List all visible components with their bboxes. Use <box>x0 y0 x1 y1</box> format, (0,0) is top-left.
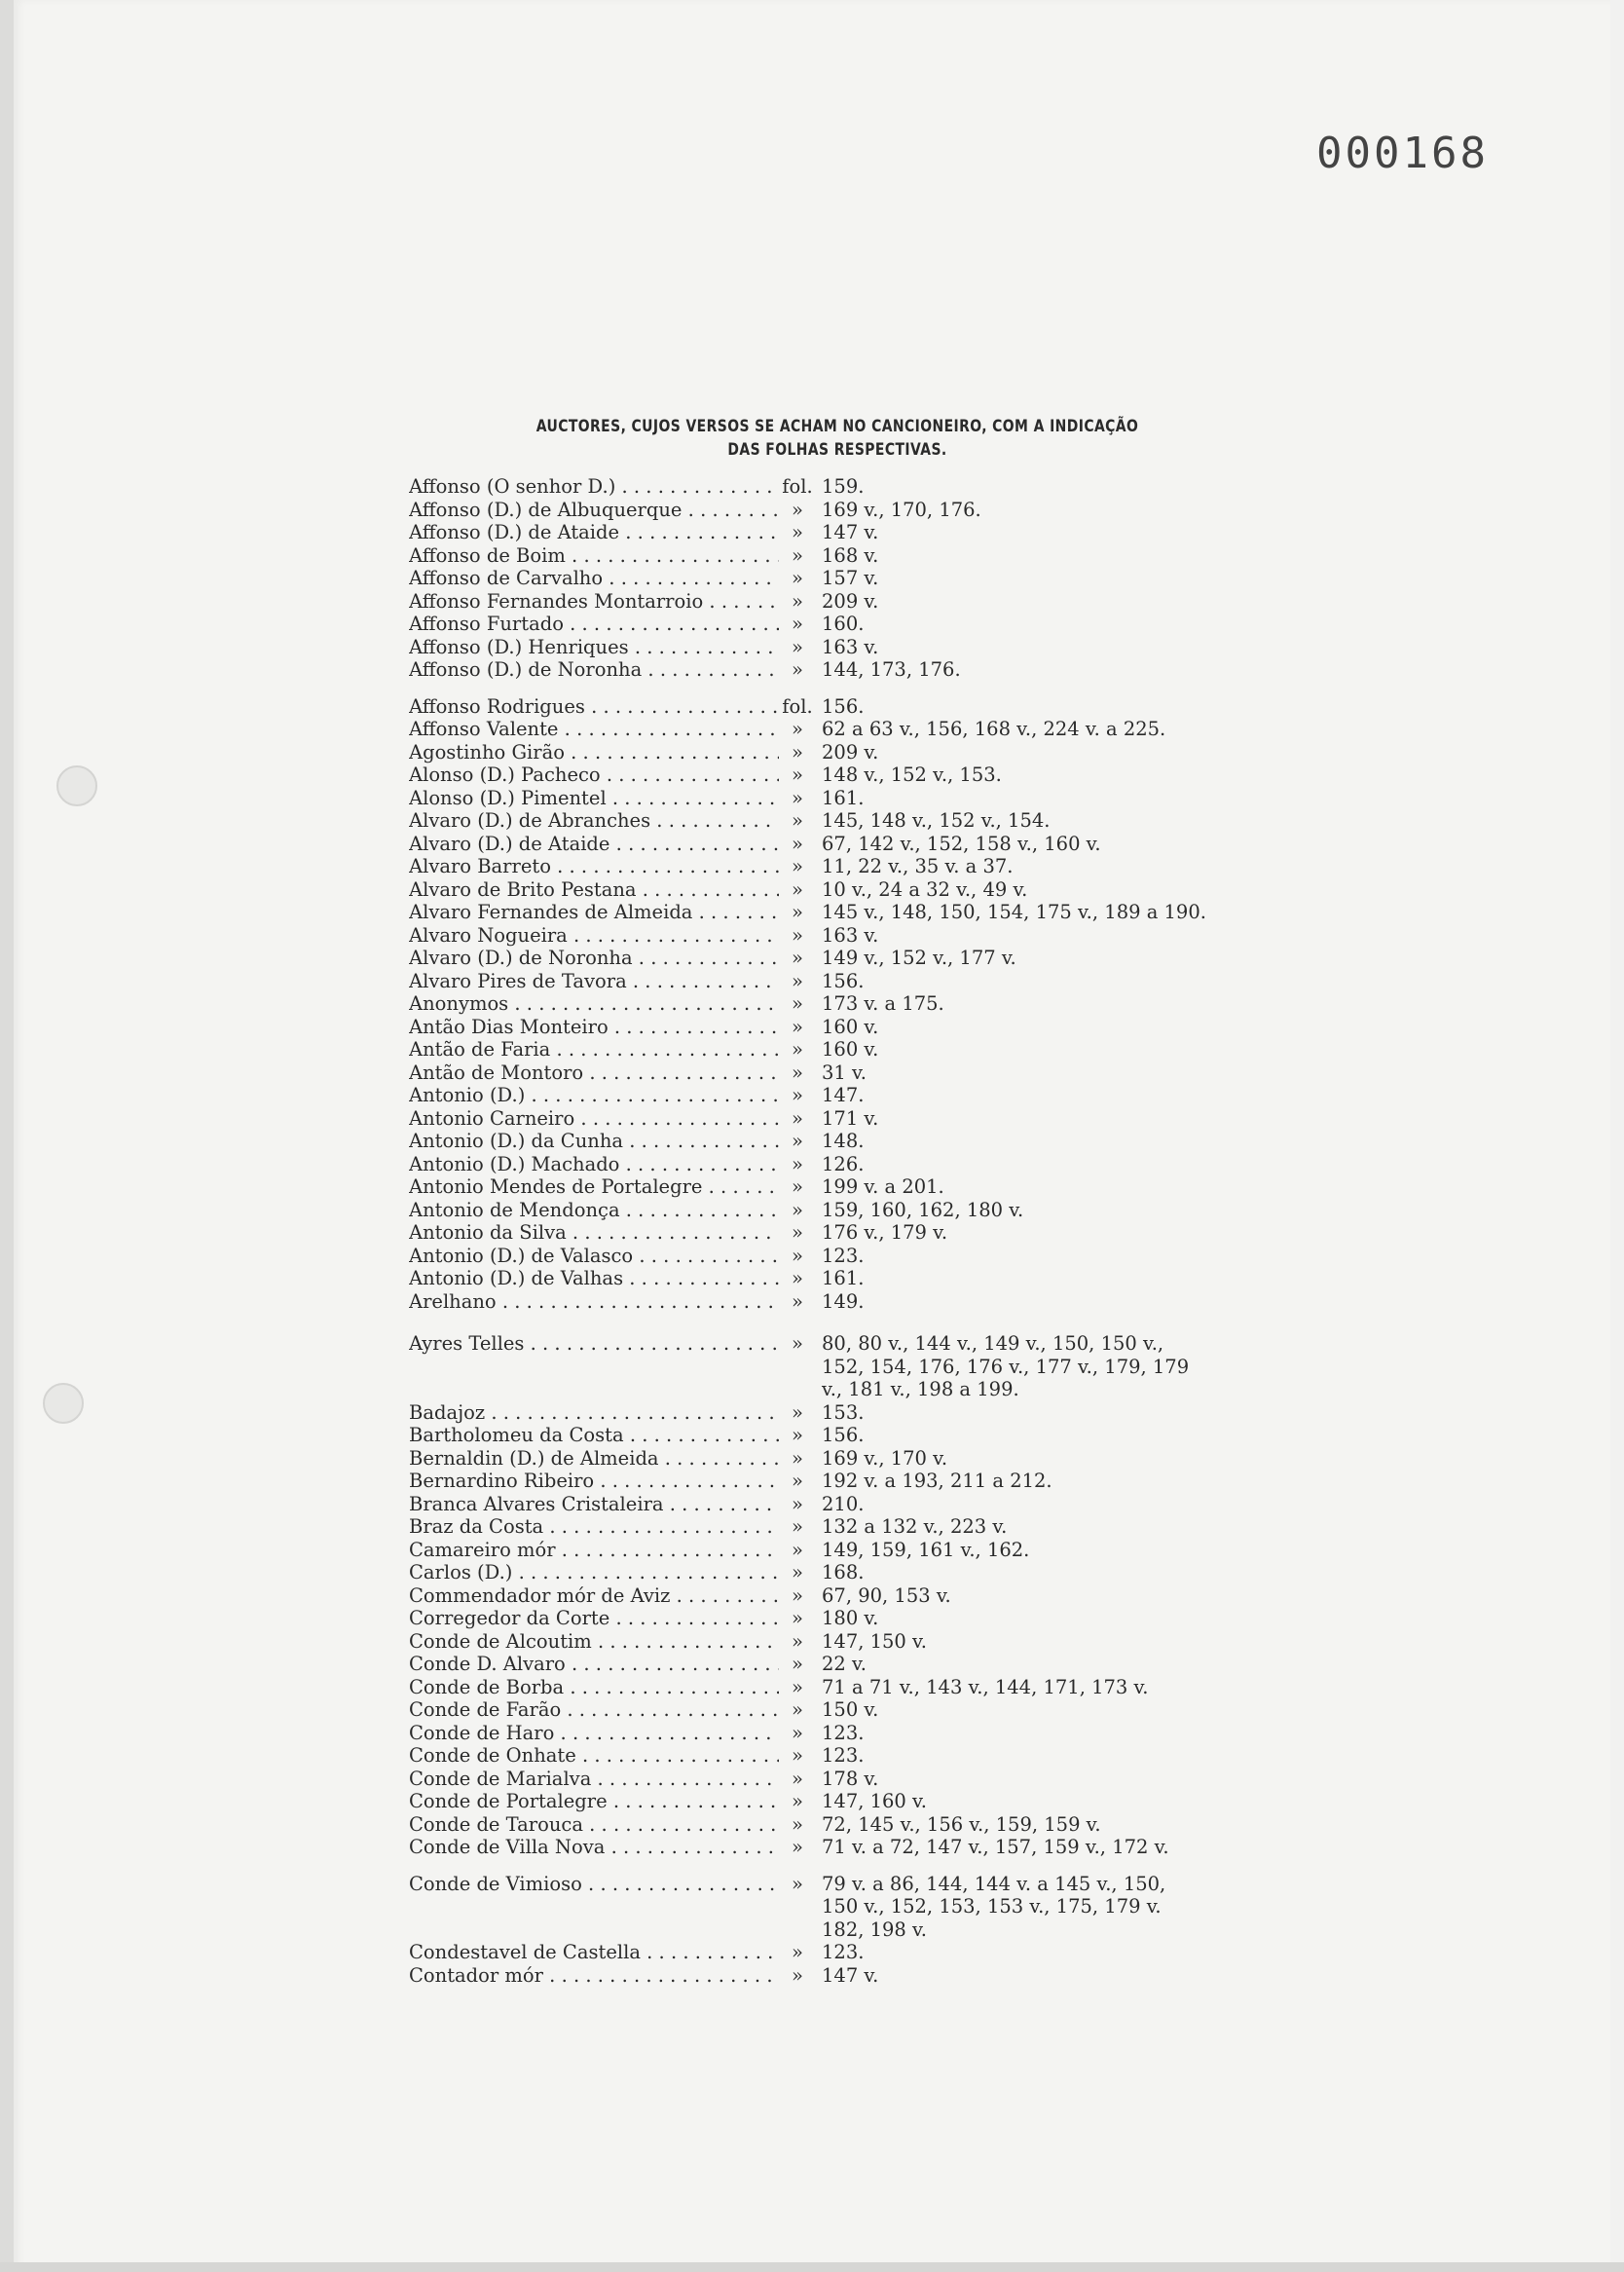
author-name: Affonso de Carvalho . . . <box>409 567 779 590</box>
index-entry <box>409 499 1207 522</box>
folio-mark: » <box>792 1289 803 1313</box>
folio-refs: 144, 173, 176. <box>822 658 961 681</box>
index-entry <box>409 636 1207 659</box>
index-entry <box>409 1199 1207 1222</box>
author-name: Alonso (D.) Pacheco . . . <box>409 764 779 787</box>
index-entry <box>409 1630 1207 1654</box>
author-name: Badajoz . . . <box>409 1401 779 1425</box>
folio-mark: » <box>792 1698 803 1721</box>
author-name: Affonso Furtado . . . <box>409 613 779 636</box>
folio-mark: » <box>792 923 803 947</box>
index-entry <box>409 809 1207 833</box>
folio-refs: 147. <box>822 1084 865 1106</box>
author-name: Conde de Vimioso . . . <box>409 1873 779 1942</box>
folio-mark: » <box>792 1198 803 1221</box>
folio-mark: » <box>792 521 803 543</box>
author-name: Camareiro mór . . . <box>409 1539 779 1562</box>
folio-mark: » <box>792 809 803 832</box>
author-name: Affonso de Boim . . . <box>409 544 779 568</box>
author-name: Alvaro Pires de Tavora . . . <box>409 970 779 993</box>
heading-line-2: DAS FOLHAS RESPECTIVAS. <box>727 440 947 460</box>
author-name: Anonymos . . . <box>409 992 779 1016</box>
folio-refs: 147 v. <box>822 1963 879 1987</box>
folio-refs: 159. <box>822 475 865 498</box>
author-name: Conde de Onhate . . . <box>409 1744 779 1768</box>
author-name: Alvaro Barreto . . . <box>409 855 779 878</box>
index-heading <box>454 415 1220 462</box>
index-entry <box>409 1153 1207 1176</box>
author-name: Antonio (D.) Machado . . . <box>409 1153 779 1176</box>
index-entry <box>409 1584 1207 1608</box>
author-name: Alvaro Nogueira . . . <box>409 924 779 948</box>
folio-mark: » <box>792 1653 803 1675</box>
index-entry <box>409 1175 1207 1199</box>
author-name: Alonso (D.) Pimentel . . . <box>409 787 779 810</box>
folio-mark: » <box>792 1221 803 1244</box>
author-name: Conde de Marialva . . . <box>409 1768 779 1791</box>
index-entry <box>409 1653 1207 1676</box>
index-entry <box>409 1744 1207 1768</box>
folio-refs: 145 v., 148, 150, 154, 175 v., 189 a 190. <box>822 901 1206 923</box>
author-name: Affonso (D.) de Ataide . . . <box>409 521 779 544</box>
folio-refs: 161. <box>822 786 865 809</box>
folio-refs: 160. <box>822 613 865 635</box>
folio-refs: 209 v. <box>822 589 879 613</box>
author-name: Carlos (D.) . . . <box>409 1561 779 1584</box>
folio-mark: » <box>792 1152 803 1175</box>
folio-refs: 210. <box>822 1492 865 1515</box>
folio-mark: » <box>792 1538 803 1561</box>
folio-refs: 67, 90, 153 v. <box>822 1583 951 1607</box>
folio-refs: 31 v. <box>822 1061 867 1084</box>
author-name: Antonio (D.) . . . <box>409 1084 779 1107</box>
folio-refs: 150 v. <box>822 1698 879 1721</box>
folio-refs: 160 v. <box>822 1038 879 1061</box>
folio-mark: » <box>792 1836 803 1858</box>
index-entry <box>409 1941 1207 1964</box>
folio-refs: 71 a 71 v., 143 v., 144, 171, 173 v. <box>822 1675 1149 1698</box>
folio-refs: 171 v. <box>822 1106 879 1130</box>
folio-mark: » <box>792 764 803 786</box>
folio-refs: 160 v. <box>822 1015 879 1038</box>
folio-mark: » <box>792 947 803 969</box>
folio-refs: 147, 150 v. <box>822 1629 927 1653</box>
folio-refs: 123. <box>822 1941 865 1963</box>
folio-mark: » <box>792 969 803 992</box>
folio-refs: 156. <box>822 969 865 992</box>
folio-refs: 161. <box>822 1267 865 1289</box>
folio-refs: 169 v., 170 v. <box>822 1446 948 1470</box>
index-entry <box>409 1290 1207 1314</box>
folio-refs: 149. <box>822 1289 865 1313</box>
author-name: Commendador mór de Aviz . . . <box>409 1584 779 1608</box>
folio-refs: 126. <box>822 1152 865 1175</box>
index-entry <box>409 1245 1207 1268</box>
folio-refs: 180 v. <box>822 1607 879 1629</box>
folio-refs: 163 v. <box>822 923 879 947</box>
author-name: Alvaro (D.) de Noronha . . . <box>409 947 779 970</box>
folio-mark: » <box>792 1767 803 1790</box>
folio-refs: 123. <box>822 1721 865 1744</box>
folio-mark: » <box>792 658 803 681</box>
index-entry <box>409 1107 1207 1131</box>
index-entry <box>409 901 1207 924</box>
folio-refs: 156. <box>822 1424 865 1446</box>
index-entry <box>409 1401 1207 1425</box>
author-name: Antão Dias Monteiro . . . <box>409 1016 779 1039</box>
author-name: Conde de Portalegre . . . <box>409 1790 779 1813</box>
folio-refs: 169 v., 170, 176. <box>822 498 981 521</box>
index-entry <box>409 1964 1207 1988</box>
folio-refs: 192 v. a 193, 211 a 212. <box>822 1470 1052 1492</box>
folio-mark: » <box>792 992 803 1015</box>
index-entry <box>409 1470 1207 1493</box>
folio-refs: 176 v., 179 v. <box>822 1221 948 1244</box>
folio-refs: 168. <box>822 1561 865 1583</box>
folio-mark: » <box>792 1721 803 1744</box>
folio-mark: fol. <box>782 694 813 718</box>
folio-mark: » <box>792 832 803 855</box>
folio-refs: 10 v., 24 a 32 v., 49 v. <box>822 877 1028 901</box>
author-name: Affonso (O senhor D.) . . . <box>409 475 779 499</box>
folio-mark: » <box>792 740 803 764</box>
folio-mark: » <box>792 1812 803 1836</box>
author-name: Conde de Tarouca . . . <box>409 1813 779 1837</box>
index-entry <box>409 764 1207 787</box>
folio-mark: » <box>792 567 803 589</box>
folio-mark: » <box>792 1038 803 1061</box>
folio-mark: » <box>792 1492 803 1515</box>
author-name: Affonso Valente . . . <box>409 718 779 741</box>
punch-hole-top <box>56 765 97 806</box>
index-entry <box>409 1561 1207 1584</box>
author-name: Corregedor da Corte . . . <box>409 1607 779 1630</box>
folio-refs: 147 v. <box>822 521 879 543</box>
author-name: Antão de Faria . . . <box>409 1038 779 1062</box>
folio-mark: » <box>792 543 803 567</box>
folio-refs: 157 v. <box>822 567 879 589</box>
index-entry <box>409 1722 1207 1745</box>
index-entry <box>409 787 1207 810</box>
folio-mark: » <box>792 1790 803 1812</box>
index-entry <box>409 1267 1207 1290</box>
index-entry <box>409 475 1207 499</box>
index-entry <box>409 613 1207 636</box>
index-entry <box>409 1062 1207 1085</box>
index-entry <box>409 1447 1207 1471</box>
folio-mark: » <box>792 1470 803 1492</box>
folio-refs: 71 v. a 72, 147 v., 157, 159 v., 172 v. <box>822 1836 1169 1858</box>
index-entry <box>409 1493 1207 1516</box>
index-entry <box>409 1698 1207 1722</box>
author-name: Affonso Fernandes Montarroio . . . <box>409 590 779 614</box>
index-entry <box>409 567 1207 590</box>
author-name: Affonso (D.) de Noronha . . . <box>409 658 779 682</box>
author-index <box>409 475 1207 1987</box>
author-name: Affonso (D.) de Albuquerque . . . <box>409 499 779 522</box>
index-entry <box>409 878 1207 902</box>
index-entry <box>409 1836 1207 1859</box>
author-name: Conde de Haro . . . <box>409 1722 779 1745</box>
folio-mark: » <box>792 1267 803 1289</box>
author-name: Alvaro (D.) de Abranches . . . <box>409 809 779 833</box>
index-entry <box>409 1607 1207 1630</box>
heading-line-1: AUCTORES, CUJOS VERSOS SE ACHAM NO CANCIONEIRO, COM A INDICAÇÃO <box>535 417 1139 436</box>
folio-refs: 149 v., 152 v., 177 v. <box>822 947 1016 969</box>
folio-mark: » <box>792 1941 803 1963</box>
index-entry <box>409 590 1207 614</box>
folio-mark: » <box>792 1400 803 1424</box>
index-entry <box>409 1084 1207 1107</box>
author-name: Conde de Borba . . . <box>409 1676 779 1699</box>
index-entry <box>409 833 1207 856</box>
folio-refs: 67, 142 v., 152, 158 v., 160 v. <box>822 832 1101 855</box>
author-name: Affonso (D.) Henriques . . . <box>409 636 779 659</box>
folio-refs: 145, 148 v., 152 v., 154. <box>822 809 1051 832</box>
folio-refs: 163 v. <box>822 635 879 658</box>
index-entry <box>409 1873 1207 1942</box>
author-name: Bartholomeu da Costa . . . <box>409 1424 779 1447</box>
author-name: Antonio (D.) da Cunha . . . <box>409 1130 779 1153</box>
author-name: Conde de Alcoutim . . . <box>409 1630 779 1654</box>
index-entry <box>409 1539 1207 1562</box>
index-entry <box>409 1038 1207 1062</box>
folio-refs: 123. <box>822 1244 865 1267</box>
folio-mark: » <box>792 718 803 740</box>
index-entry <box>409 1813 1207 1837</box>
folio-mark: » <box>792 1061 803 1084</box>
index-entry <box>409 1221 1207 1245</box>
folio-refs: 80, 80 v., 144 v., 149 v., 150, 150 v., 152, 154, 176, 176 v., 177 v., 179, 179 v., 181 v., 198 a 199. <box>822 1332 1190 1400</box>
index-entry <box>409 658 1207 682</box>
author-name: Braz da Costa . . . <box>409 1515 779 1539</box>
author-name: Antonio Carneiro . . . <box>409 1107 779 1131</box>
folio-mark: » <box>792 1561 803 1583</box>
author-name: Antonio da Silva . . . <box>409 1221 779 1245</box>
index-entry <box>409 970 1207 993</box>
folio-refs: 62 a 63 v., 156, 168 v., 224 v. a 225. <box>822 718 1166 740</box>
page-left-edge <box>0 0 14 2272</box>
folio-mark: » <box>792 1015 803 1038</box>
folio-refs: 72, 145 v., 156 v., 159, 159 v. <box>822 1812 1101 1836</box>
folio-refs: 209 v. <box>822 740 879 764</box>
folio-mark: » <box>792 1963 803 1987</box>
index-entry <box>409 1768 1207 1791</box>
author-name: Ayres Telles . . . <box>409 1332 779 1401</box>
index-entry <box>409 741 1207 764</box>
author-name: Arelhano . . . <box>409 1290 779 1314</box>
folio-refs: 156. <box>822 694 865 718</box>
folio-mark: » <box>792 589 803 613</box>
folio-refs: 22 v. <box>822 1653 867 1675</box>
author-name: Affonso Rodrigues . . . <box>409 695 779 719</box>
folio-mark: » <box>792 1607 803 1629</box>
folio-mark: » <box>792 1515 803 1538</box>
index-entry <box>409 718 1207 741</box>
page-number: 000168 <box>1316 129 1489 178</box>
index-entry <box>409 1515 1207 1539</box>
folio-mark: » <box>792 786 803 809</box>
index-entry <box>409 1130 1207 1153</box>
entry-spacer <box>409 1859 1207 1873</box>
folio-refs: 11, 22 v., 35 v. a 37. <box>822 855 1014 877</box>
index-entry <box>409 1424 1207 1447</box>
index-entry <box>409 1332 1207 1401</box>
folio-mark: » <box>792 1872 803 1895</box>
author-name: Alvaro Fernandes de Almeida . . . <box>409 901 779 924</box>
punch-hole-bottom <box>43 1383 84 1424</box>
author-name: Agostinho Girão . . . <box>409 741 779 764</box>
index-entry <box>409 1676 1207 1699</box>
index-entry <box>409 947 1207 970</box>
author-name: Bernardino Ribeiro . . . <box>409 1470 779 1493</box>
folio-mark: » <box>792 855 803 877</box>
index-entry <box>409 544 1207 568</box>
folio-refs: 149, 159, 161 v., 162. <box>822 1538 1030 1561</box>
index-entry <box>409 992 1207 1016</box>
index-entry <box>409 1016 1207 1039</box>
author-name: Antonio de Mendonça . . . <box>409 1199 779 1222</box>
folio-refs: 173 v. a 175. <box>822 992 944 1015</box>
folio-mark: » <box>792 1332 803 1355</box>
folio-refs: 132 a 132 v., 223 v. <box>822 1515 1008 1538</box>
folio-mark: » <box>792 901 803 923</box>
folio-refs: 178 v. <box>822 1767 879 1790</box>
author-name: Bernaldin (D.) de Almeida . . . <box>409 1447 779 1471</box>
folio-mark: » <box>792 1675 803 1698</box>
folio-mark: » <box>792 1244 803 1267</box>
author-name: Antonio (D.) de Valhas . . . <box>409 1267 779 1290</box>
folio-refs: 199 v. a 201. <box>822 1175 944 1198</box>
folio-mark: » <box>792 1130 803 1152</box>
author-name: Antonio (D.) de Valasco . . . <box>409 1245 779 1268</box>
author-name: Branca Alvares Cristaleira . . . <box>409 1493 779 1516</box>
folio-refs: 123. <box>822 1744 865 1767</box>
folio-mark: fol. <box>782 475 813 498</box>
author-name: Conde de Farão . . . <box>409 1698 779 1722</box>
index-entry <box>409 695 1207 719</box>
folio-mark: » <box>792 1424 803 1446</box>
folio-mark: » <box>792 1084 803 1106</box>
entry-spacer <box>409 1313 1207 1332</box>
folio-mark: » <box>792 498 803 521</box>
folio-mark: » <box>792 877 803 901</box>
folio-refs: 147, 160 v. <box>822 1790 927 1812</box>
index-entry <box>409 855 1207 878</box>
index-entry <box>409 1790 1207 1813</box>
folio-mark: » <box>792 635 803 658</box>
author-name: Conde de Villa Nova . . . <box>409 1836 779 1859</box>
folio-mark: » <box>792 1744 803 1767</box>
folio-refs: 168 v. <box>822 543 879 567</box>
folio-mark: » <box>792 1106 803 1130</box>
index-entry <box>409 924 1207 948</box>
folio-mark: » <box>792 1446 803 1470</box>
author-name: Contador mór . . . <box>409 1964 779 1988</box>
folio-mark: » <box>792 1175 803 1198</box>
folio-mark: » <box>792 1629 803 1653</box>
folio-mark: » <box>792 613 803 635</box>
page-bottom-edge <box>0 2262 1624 2272</box>
folio-mark: » <box>792 1583 803 1607</box>
folio-refs: 148. <box>822 1130 865 1152</box>
entry-spacer <box>409 682 1207 695</box>
index-entry <box>409 521 1207 544</box>
folio-refs: 159, 160, 162, 180 v. <box>822 1198 1024 1221</box>
author-name: Antão de Montoro . . . <box>409 1062 779 1085</box>
author-name: Alvaro (D.) de Ataide . . . <box>409 833 779 856</box>
author-name: Condestavel de Castella . . . <box>409 1941 779 1964</box>
author-name: Antonio Mendes de Portalegre . . . <box>409 1175 779 1199</box>
author-name: Alvaro de Brito Pestana . . . <box>409 878 779 902</box>
folio-refs: 79 v. a 86, 144, 144 v. a 145 v., 150, 150 v., 152, 153, 153 v., 175, 179 v. 182, 198 v. <box>822 1872 1166 1941</box>
folio-refs: 148 v., 152 v., 153. <box>822 764 1002 786</box>
folio-refs: 153. <box>822 1400 865 1424</box>
author-name: Conde D. Alvaro . . . <box>409 1653 779 1676</box>
